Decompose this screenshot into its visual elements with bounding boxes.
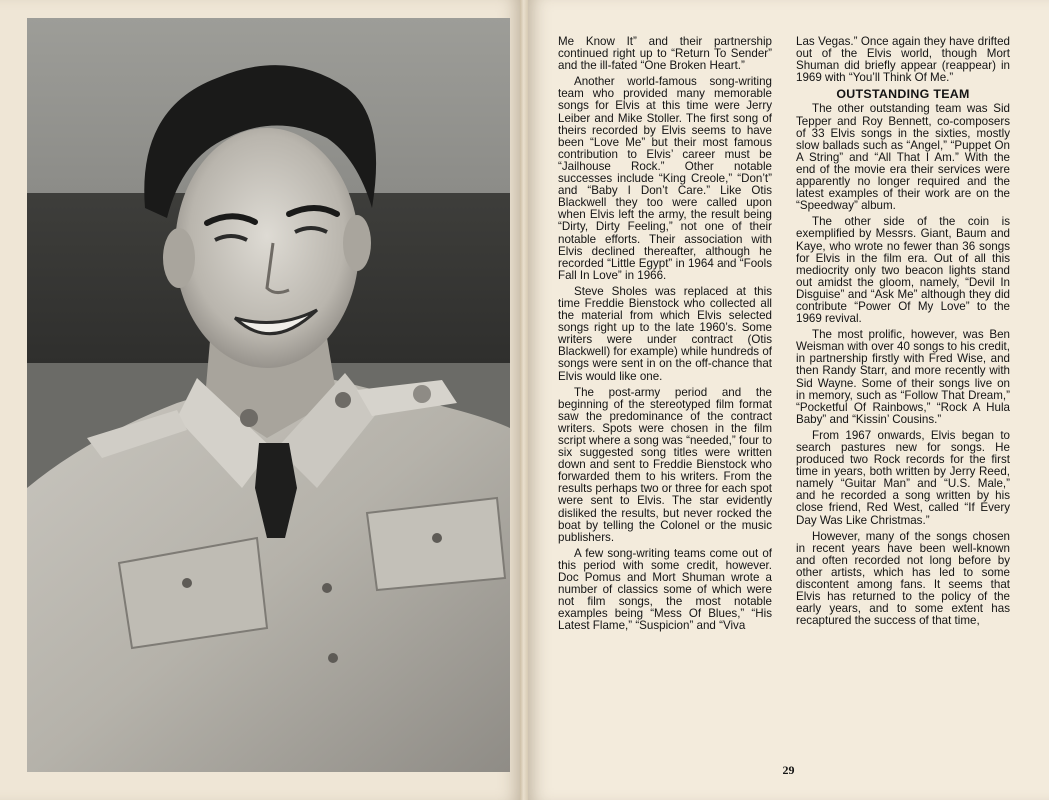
paragraph: A few song-writing teams come out of this period with some credit, however. Doc Pomus and Mort Shuman wrote a number of classics some of which were not film songs, the most notable examples being “Mess Of Blues,” “His Latest Flame,” “Suspicion” and “Viva (558, 546, 772, 633)
paragraph: Las Vegas.” Once again they have drifted out of the Elvis world, though Mort Shuman did briefly appear (reappear) in 1969 with “You’ll Think Of Me.” (796, 35, 1010, 85)
paragraph: From 1967 onwards, Elvis began to search pastures new for songs. He produced two Rock records for the first time in years, both written by Jerry Reed, namely “Guitar Man” and “U.S. Male,” and he recorded a song written by his close friend, Red West, called “If Every Day Was Like Christmas.” (796, 428, 1010, 527)
text-column-left (558, 36, 772, 637)
paragraph: Me Know It” and their partnership continued right up to “Return To Sender” and the ill-fated “One Broken Heart.” (558, 35, 772, 73)
portrait-photo (27, 18, 510, 772)
paragraph: The post-army period and the beginning of the stereotyped film format saw the predominance of the contract writers. Spots were chosen in the film script where a song was “needed,” four to six suggested song titles were written down and sent to Freddie Bienstock who forwarded them to his writers. From the results perhaps two or three for each spot were sent to Elvis. The star evidently disliked the results, but never rocked the boat by telling the Colonel or the music publishers. (558, 385, 772, 544)
right-page (528, 0, 1049, 800)
paragraph: Steve Sholes was replaced at this time Freddie Bienstock who collected all the material from which Elvis selected songs right up to the late 1960’s. Some writers were under contract (Otis Blackwell) for example) while hundreds of songs were sent in on the off-chance that Elvis would like one. (558, 284, 772, 383)
section-heading: OUTSTANDING TEAM (836, 87, 970, 102)
paragraph: Another world-famous song-writing team who provided many memorable songs for Elvis at this time were Jerry Leiber and Mike Stoller. The first song of theirs recorded by Elvis seems to have been “Love Me” but their most famous contribution to Elvis’ career must be “Jailhouse Rock.” Other notable successes include “King Creole,” “Don’t” and “Baby I Don’t Care.” Like Otis Blackwell they too were called upon when Elvis left the army, the result being “Dirty, Dirty Feeling,” not one of their notable efforts. Their association with Elvis declined thereafter, although he recorded “Little Egypt” in 1964 and “Fools Fall In Love” in 1966. (558, 75, 772, 282)
paragraph: The most prolific, however, was Ben Weisman with over 40 songs to his credit, in partnership firstly with Fred Wise, and then Randy Starr, and more recently with Sid Wayne. Some of their songs live on in memory, such as “Follow That Dream,” “Pocketful Of Rainbows,” “Rock A Hula Baby” and “Kissin’ Cousins.” (796, 328, 1010, 426)
portrait-illustration (27, 18, 510, 772)
paragraph: However, many of the songs chosen in recent years have been well-known and often recorded not long before by other artists, which has led to some discontent among fans. It seems that Elvis has returned to the policy of the early years, and to some extent has recaptured the success of that time, (796, 529, 1010, 628)
page-number: 29 (782, 763, 795, 777)
left-page (0, 0, 521, 800)
text-column-right (796, 36, 1010, 631)
paragraph: The other outstanding team was Sid Tepper and Roy Bennett, co-composers of 33 Elvis songs in the sixties, mostly slow ballads such as “Angel,” “Puppet On A String” and “All That I Am.” With the end of the movie era their services were apparently no longer required and the latest examples of their work are on the “Speedway” album. (796, 102, 1010, 213)
paragraph: The other side of the coin is exemplified by Messrs. Giant, Baum and Kaye, who wrote no fewer than 36 songs for Elvis in the film era. Out of all this mediocrity only two beacon lights stand out amidst the gloom, namely, “Devil In Disguise” and “Ask Me” although they did contribute “Power Of My Love” to the 1969 revival. (796, 215, 1010, 326)
